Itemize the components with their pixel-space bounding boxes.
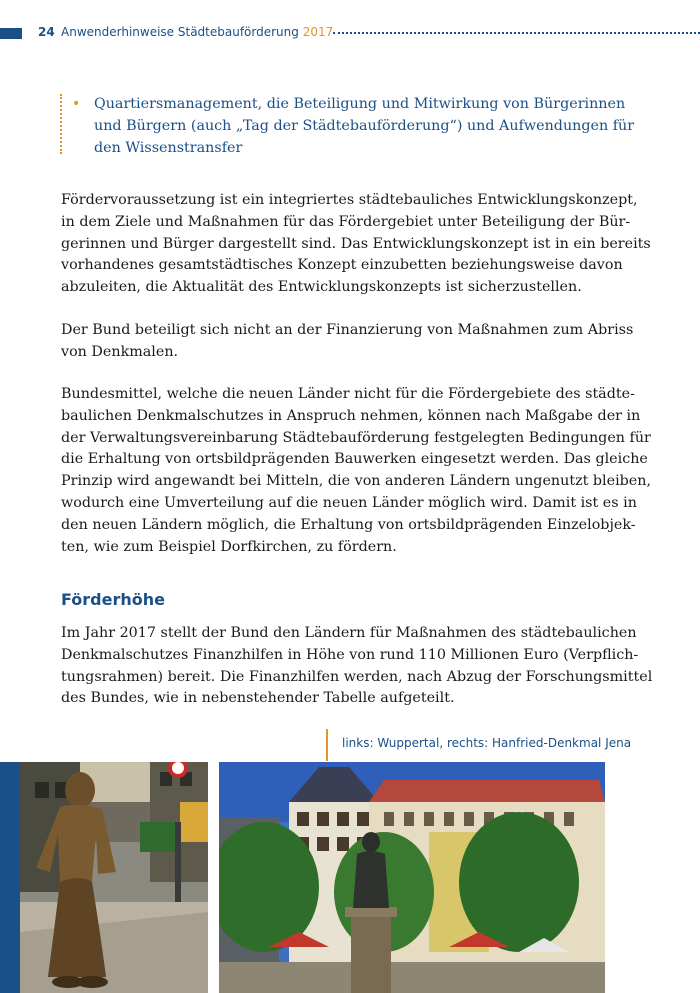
bullet-marker-icon: • [72,96,81,112]
text-line: in dem Ziele und Maßnahmen für das Fördergebiet unter Beteiligung der Bür- [61,213,631,230]
text-line: die Erhaltung von ortsbildprägenden Bauwerken eingesetzt werden. Das gleiche [61,451,648,468]
running-header-title: Anwenderhinweise Städtebauförderung [61,25,299,39]
paragraph-foerdervoraussetzung [61,190,651,299]
photo-wuppertal-image [20,762,208,993]
text-line: wodurch eine Umverteilung auf die neuen Länder möglich wird. Damit ist es in [61,494,637,511]
running-header [61,25,333,39]
text-line: der Verwaltungsvereinbarung Städtebauförderung festgelegten Bedingungen für [61,429,651,446]
text-line: Fördervoraussetzung ist ein integriertes städtebauliches Entwicklungskonzept, [61,192,638,208]
running-header-year: 2017 [302,25,334,39]
photo-jena [219,762,605,993]
text-line: Im Jahr 2017 stellt der Bund den Ländern für Maßnahmen des städtebaulichen [61,625,637,641]
bullet-line: den Wissenstransfer [94,140,243,156]
photo-caption: links: Wuppertal, rechts: Hanfried-Denkmal Jena [342,736,632,750]
photo-wuppertal [20,762,208,993]
text-line: den neuen Ländern möglich, die Erhaltung von ortsbildprägenden Einzelobjek- [61,516,636,533]
text-line: Denkmalschutzes Finanzhilfen in Höhe von rund 110 Millionen Euro (Verpflich- [61,646,639,663]
text-line: tungsrahmen) bereit. Die Finanzhilfen werden, nach Abzug der Forschungsmittel [61,668,653,685]
photo-jena-image [219,762,605,993]
paragraph-abriss [61,320,634,364]
section-heading: Förderhöhe [61,590,165,609]
text-line: baulichen Denkmalschutzes in Anspruch nehmen, können nach Maßgabe der in [61,407,641,424]
bullet-line: Quartiersmanagement, die Beteiligung und Mitwirkung von Bürgerinnen [94,96,626,112]
header-accent-bar [0,28,22,39]
caption-accent-bar [326,729,328,761]
text-line: Prinzip wird angewandt bei Mitteln, die von anderen Ländern ungenutzt bleiben, [61,473,652,490]
text-line: Der Bund beteiligt sich nicht an der Finanzierung von Maßnahmen zum Abriss [61,322,634,338]
text-line: des Bundes, wie in nebenstehender Tabelle aufgeteilt. [61,690,455,707]
text-line: gerinnen und Bürger dargestellt sind. Das Entwicklungskonzept ist in ein bereits [61,235,651,252]
text-line: Bundesmittel, welche die neuen Länder nicht für die Fördergebiete des städte- [61,386,635,402]
text-line: abzuleiten, die Aktualität des Entwicklungskonzepts ist sicherzustellen. [61,279,582,296]
header-dotted-rule [333,32,700,34]
bullet-line: und Bürgern (auch „Tag der Städtebauförderung“) und Aufwendungen für [94,118,635,134]
paragraph-bundesmittel [61,384,652,558]
bullet-item [94,93,635,159]
text-line: von Denkmalen. [61,343,179,360]
paragraph-foerderhoehe [61,623,653,710]
text-line: ten, wie zum Beispiel Dorfkirchen, zu fördern. [61,538,397,555]
page-side-bar [0,762,20,993]
page-number: 24 [38,25,55,39]
text-line: vorhandenes gesamtstädtisches Konzept einzubetten beziehungsweise davon [61,257,623,274]
